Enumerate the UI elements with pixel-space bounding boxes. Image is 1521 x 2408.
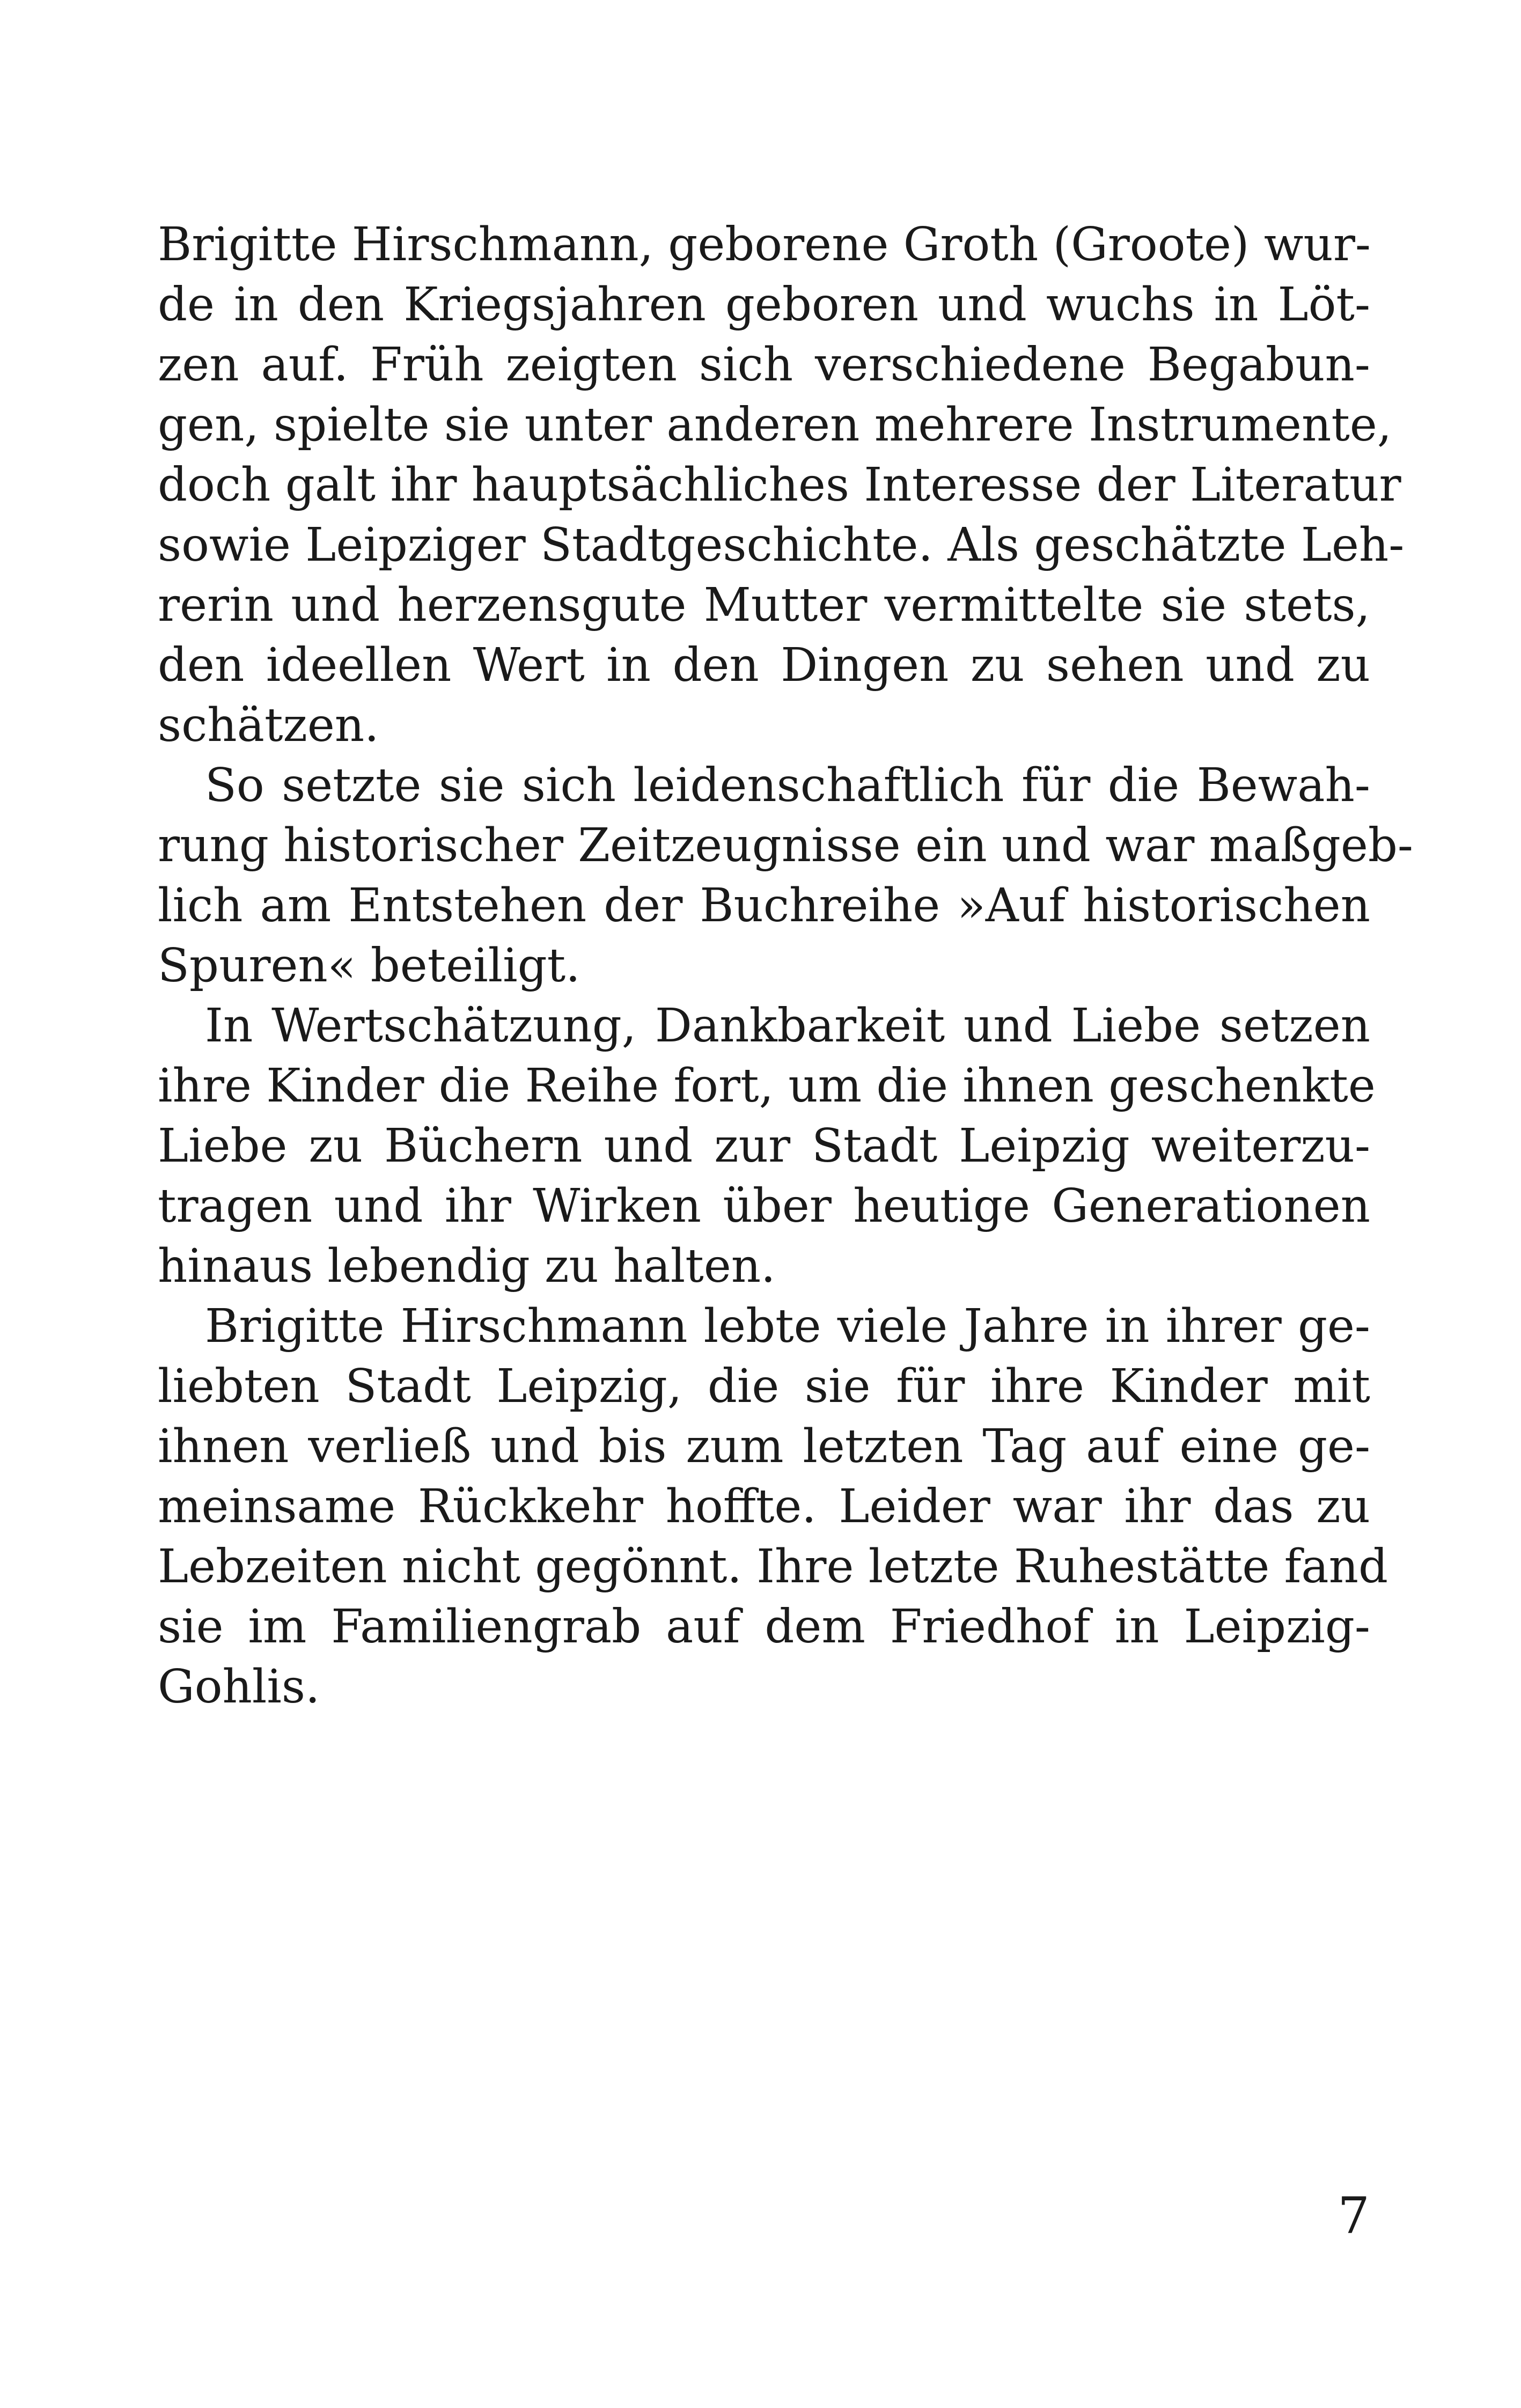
text-line: ihre Kinder die Reihe fort, um die ihnen geschenkte bbox=[158, 1059, 1376, 1113]
page-number: 7 bbox=[1338, 2187, 1370, 2245]
text-line: doch galt ihr hauptsächliches Interesse der Literatur bbox=[158, 458, 1401, 512]
text-line: Brigitte Hirschmann, geborene Groth (Groote) wur- bbox=[158, 218, 1371, 271]
text-line: rerin und herzensgute Mutter vermittelte sie stets, bbox=[158, 578, 1370, 632]
text-line: In Wertschätzung, Dankbarkeit und Liebe setzen bbox=[205, 999, 1370, 1053]
text-line: lich am Entstehen der Buchreihe »Auf historischen bbox=[158, 879, 1370, 933]
text-line: Lebzeiten nicht gegönnt. Ihre letzte Ruhestätte fand bbox=[158, 1540, 1388, 1594]
text-line: de in den Kriegsjahren geboren und wuchs in Löt- bbox=[158, 278, 1370, 332]
text-line: hinaus lebendig zu halten. bbox=[158, 1239, 776, 1293]
text-line: So setzte sie sich leidenschaftlich für die Bewah- bbox=[205, 759, 1370, 812]
text-line: ihnen verließ und bis zum letzten Tag auf eine ge- bbox=[158, 1420, 1370, 1473]
text-line: meinsame Rückkehr hoffte. Leider war ihr das zu bbox=[158, 1480, 1370, 1533]
text-line: Brigitte Hirschmann lebte viele Jahre in ihrer ge- bbox=[205, 1300, 1370, 1353]
text-line: rung historischer Zeitzeugnisse ein und war maßgeb- bbox=[158, 819, 1413, 872]
text-line: Liebe zu Büchern und zur Stadt Leipzig weiterzu- bbox=[158, 1119, 1370, 1173]
text-line: zen auf. Früh zeigten sich verschiedene Begabun- bbox=[158, 338, 1370, 392]
text-line: Spuren« beteiligt. bbox=[158, 939, 581, 993]
text-line: sie im Familiengrab auf dem Friedhof in Leipzig- bbox=[158, 1600, 1370, 1654]
text-line: Gohlis. bbox=[158, 1660, 320, 1714]
text-line: tragen und ihr Wirken über heutige Generationen bbox=[158, 1179, 1370, 1233]
body-text bbox=[158, 215, 1413, 1717]
text-line: gen, spielte sie unter anderen mehrere Instrumente, bbox=[158, 398, 1392, 452]
text-line: liebten Stadt Leipzig, die sie für ihre Kinder mit bbox=[158, 1360, 1370, 1413]
text-line: schätzen. bbox=[158, 699, 379, 752]
text-line: sowie Leipziger Stadtgeschichte. Als geschätzte Leh- bbox=[158, 518, 1405, 572]
text-line: den ideellen Wert in den Dingen zu sehen und zu bbox=[158, 638, 1370, 692]
